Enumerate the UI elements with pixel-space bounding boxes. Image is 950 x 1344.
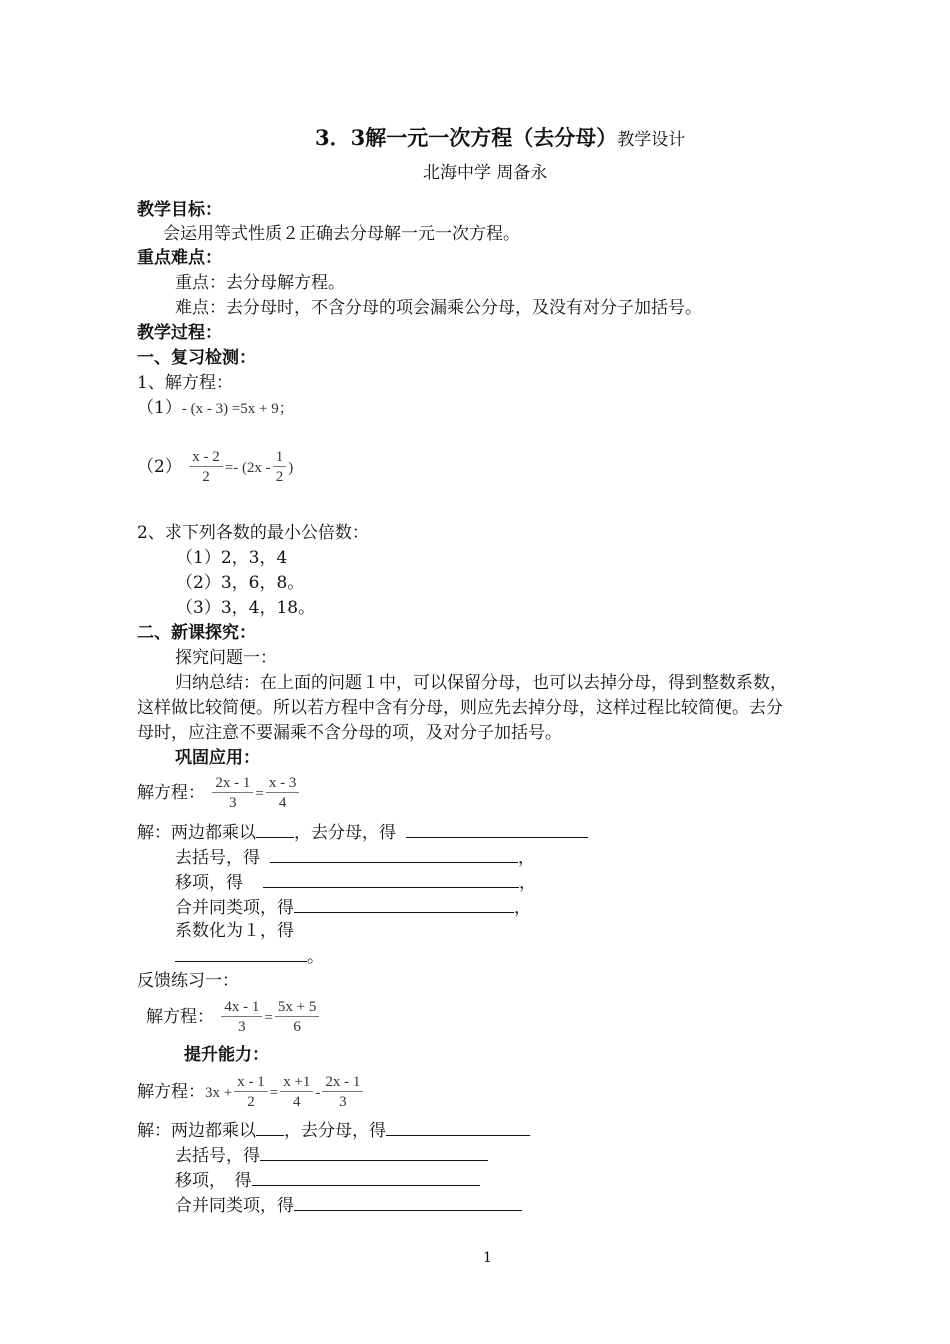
comma: ， [519, 873, 536, 893]
fraction-numerator: 2x - 1 [322, 1073, 363, 1092]
step-4-text: 合并同类项，得 [175, 898, 294, 918]
explore-heading: 二、新课探究： [137, 623, 256, 643]
comma: ， [514, 898, 531, 918]
advance-step-2 [175, 1144, 488, 1167]
step-1-text-b: ，去分母，得 [294, 823, 396, 843]
process-heading: 教学过程： [137, 323, 222, 343]
summary-line-2: 这样做比较简便。所以若方程中含有分母，则应先去掉分母，这样过程比较简便。去分 [137, 698, 783, 718]
feedback-equation [146, 998, 321, 1037]
step-1-text-b: ，去分母，得 [284, 1121, 386, 1141]
step-3-text: 移项，得 [175, 873, 243, 893]
page-title [315, 127, 685, 151]
answer-blank[interactable] [175, 945, 307, 962]
equals-sign: = [264, 1010, 273, 1026]
term-1: 3x + [205, 1085, 233, 1101]
answer-blank[interactable] [263, 871, 519, 888]
equation-1 [137, 397, 294, 420]
fraction-numerator: x - 3 [266, 774, 300, 793]
fraction-denominator: 2 [275, 469, 284, 485]
lcm-item: （2）3，6，8。 [176, 573, 305, 593]
fraction-numerator: x - 2 [189, 448, 223, 467]
advance-heading: 提升能力： [184, 1045, 269, 1065]
consolidate-equation [137, 774, 301, 813]
fraction-denominator: 3 [229, 795, 237, 811]
multiplier-blank[interactable] [256, 821, 294, 838]
fraction-2 [280, 1073, 313, 1112]
answer-blank[interactable] [270, 846, 518, 863]
fraction-numerator: x +1 [280, 1073, 313, 1092]
fraction-denominator: 4 [293, 1094, 301, 1110]
advance-equation [137, 1073, 365, 1112]
fraction-denominator: 3 [339, 1094, 347, 1110]
q2-label: 2、求下列各数的最小公倍数： [137, 523, 369, 543]
lcm-item: （3）3，4，18。 [176, 598, 316, 618]
multiplier-blank[interactable] [256, 1119, 284, 1136]
fraction-lhs [212, 774, 253, 813]
author-line: 北海中学 周备永 [423, 163, 548, 183]
equals-sign: = [269, 1085, 279, 1101]
fraction-denominator: 2 [202, 469, 210, 485]
answer-blank[interactable] [406, 821, 588, 838]
equation-2 [137, 448, 293, 487]
review-heading: 一、复习检测： [137, 348, 256, 368]
solution-step-4 [175, 896, 531, 919]
equation-1-label: （1） [137, 398, 182, 418]
explore-question-label: 探究问题一： [175, 648, 277, 668]
equation-label: 解方程： [137, 783, 205, 803]
step-1-text: 解：两边都乘以 [137, 823, 256, 843]
key-point-text: 重点：去分母解方程。 [175, 273, 345, 293]
fraction-rhs [275, 998, 319, 1037]
equation-2-end: ) [288, 460, 294, 476]
fraction-denominator: 4 [278, 795, 287, 811]
fraction-3 [322, 1073, 363, 1112]
equals-sign: = [255, 786, 264, 802]
fraction-rhs [266, 774, 300, 813]
equation-2-fraction-rhs [273, 448, 287, 487]
fraction-numerator: x - 1 [234, 1073, 268, 1092]
advance-step-4 [175, 1194, 522, 1217]
fraction-denominator: 3 [238, 1019, 246, 1035]
solution-step-5-answer [175, 945, 324, 968]
difficulty-heading: 重点难点： [137, 248, 222, 268]
step-1-text: 解：两边都乘以 [137, 1121, 256, 1141]
step-2-text: 去括号，得 [175, 848, 260, 868]
title-main: 3．3解一元一次方程（去分母） [315, 125, 618, 150]
solution-step-3 [175, 871, 536, 894]
title-suffix: 教学设计 [617, 130, 686, 150]
solution-step-5: 系数化为１，得 [175, 921, 294, 941]
equation-1-expression: - (x - 3) =5x + 9； [181, 401, 294, 417]
summary-line-1: 归纳总结：在上面的问题１中，可以保留分母，也可以去掉分母，得到整数系数， [175, 673, 787, 693]
feedback-heading: 反馈练习一： [137, 971, 239, 991]
consolidate-heading: 巩固应用： [175, 748, 260, 768]
answer-blank[interactable] [252, 1169, 480, 1186]
fraction-numerator: 2x - 1 [212, 774, 253, 793]
fraction-denominator: 2 [247, 1094, 255, 1110]
equation-2-label: （2） [137, 457, 182, 477]
fraction-numerator: 5x + 5 [275, 998, 319, 1017]
equation-label: 解方程： [137, 1082, 205, 1102]
lcm-item: （1）2，3，4 [176, 548, 288, 568]
comma: ， [518, 848, 535, 868]
minus-sign: - [315, 1085, 321, 1101]
equation-2-middle: =- (2x - [224, 460, 271, 476]
answer-blank[interactable] [386, 1119, 530, 1136]
step-2-text: 去括号，得 [175, 1146, 260, 1166]
answer-blank[interactable] [260, 1144, 488, 1161]
answer-blank[interactable] [294, 1194, 522, 1211]
objectives-text: 会运用等式性质２正确去分母解一元一次方程。 [163, 224, 520, 244]
fraction-numerator: 4x - 1 [221, 998, 262, 1017]
solution-step-2 [175, 846, 535, 869]
advance-step-1 [137, 1119, 530, 1142]
step-3-text: 移项， 得 [175, 1171, 252, 1191]
advance-step-3 [175, 1169, 480, 1192]
fraction-numerator: 1 [273, 448, 287, 467]
equation-2-fraction-lhs [189, 448, 223, 487]
summary-line-3: 母时，应注意不要漏乘不含分母的项，及对分子加括号。 [137, 723, 562, 743]
fraction-1 [234, 1073, 268, 1112]
step-4-text: 合并同类项，得 [175, 1196, 294, 1216]
answer-blank[interactable] [294, 896, 514, 913]
fraction-lhs [221, 998, 262, 1037]
solution-step-1 [137, 821, 588, 844]
equation-label: 解方程： [146, 1007, 214, 1027]
page-number: 1 [483, 1250, 492, 1266]
q1-label: 1、解方程： [137, 373, 233, 393]
period: 。 [307, 947, 324, 967]
hard-point-text: 难点：去分母时，不含分母的项会漏乘公分母，及没有对分子加括号。 [175, 298, 702, 318]
objectives-heading: 教学目标： [137, 200, 222, 220]
fraction-denominator: 6 [293, 1019, 301, 1035]
